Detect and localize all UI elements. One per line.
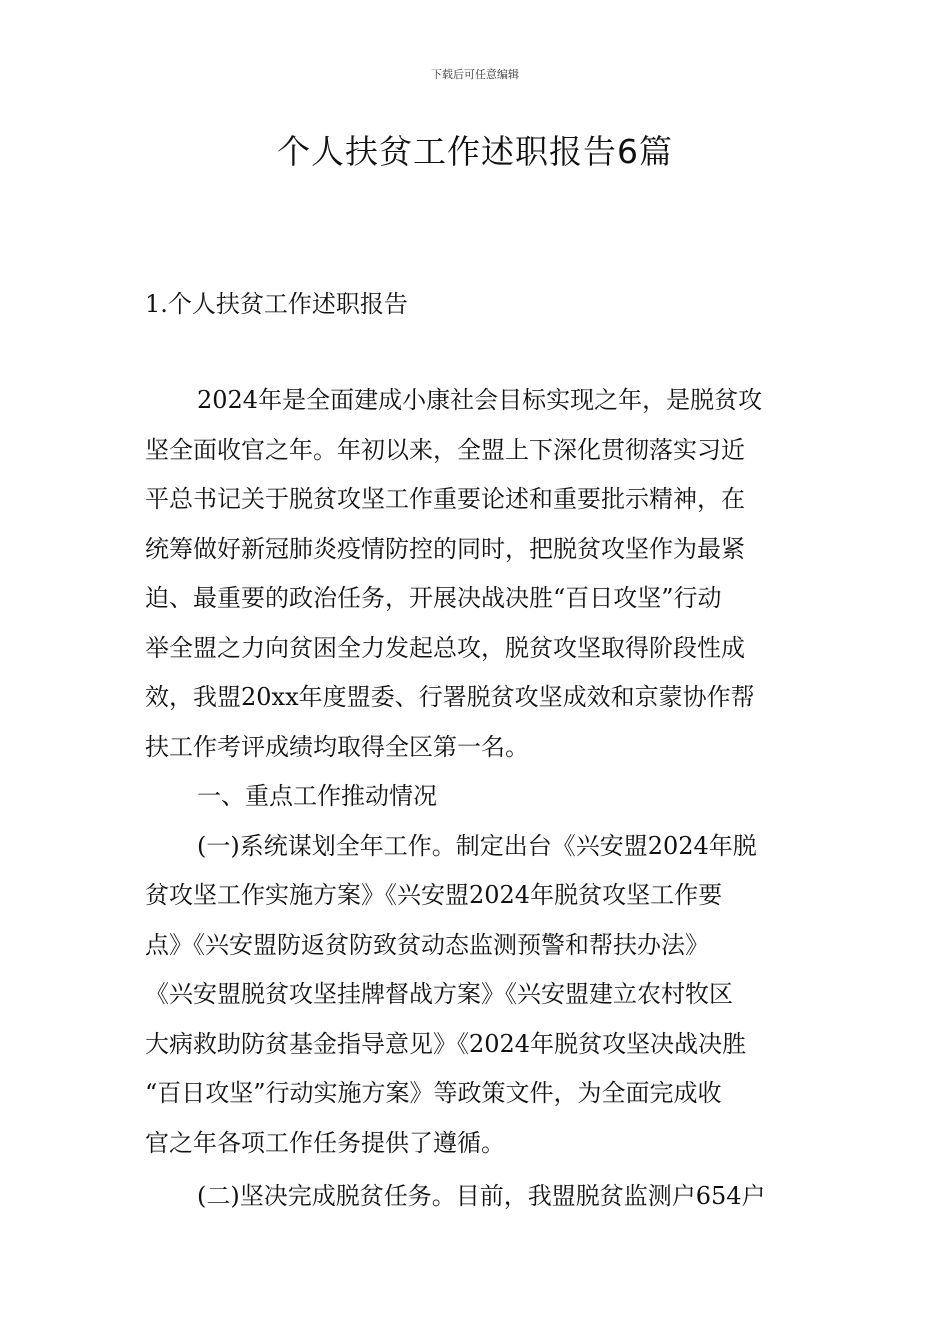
paragraph-line: “百日攻坚”行动实施方案》等政策文件，为全面完成收 <box>145 1079 722 1107</box>
paragraph-line: 2024年是全面建成小康社会目标实现之年，是脱贫攻 <box>197 386 763 414</box>
paragraph-line: 统筹做好新冠肺炎疫情防控的同时，把脱贫攻坚作为最紧 <box>145 534 745 563</box>
paragraph-line: 贫攻坚工作实施方案》《兴安盟2024年脱贫攻坚工作要 <box>145 881 723 909</box>
paragraph-line: 平总书记关于脱贫攻坚工作重要论述和重要批示精神，在 <box>145 485 745 513</box>
paragraph-line: 《兴安盟脱贫攻坚挂牌督战方案》《兴安盟建立农村牧区 <box>145 980 733 1008</box>
subheading-line: 一、重点工作推动情况 <box>197 782 437 810</box>
document-title: 个人扶贫工作述职报告6篇 <box>277 132 673 171</box>
paragraph-line: (二)坚决完成脱贫任务。目前，我盟脱贫监测户654户 <box>197 1182 766 1210</box>
paragraph-line: (一)系统谋划全年工作。制定出台《兴安盟2024年脱 <box>197 831 757 860</box>
paragraph-line: 官之年各项工作任务提供了遵循。 <box>145 1128 505 1157</box>
paragraph-line: 扶工作考评成绩均取得全区第一名。 <box>145 732 529 761</box>
paragraph-line: 效，我盟20xx年度盟委、行署脱贫攻坚成效和京蒙协作帮 <box>145 683 755 711</box>
header-note: 下载后可任意编辑 <box>431 68 519 81</box>
paragraph-line: 举全盟之力向贫困全力发起总攻，脱贫攻坚取得阶段性成 <box>145 633 745 662</box>
paragraph-line: 坚全面收官之年。年初以来，全盟上下深化贯彻落实习近 <box>145 435 745 464</box>
paragraph-line: 点》《兴安盟防返贫防致贫动态监测预警和帮扶办法》 <box>145 930 709 959</box>
paragraph-line: 大病救助防贫基金指导意见》《2024年脱贫攻坚决战决胜 <box>145 1029 747 1058</box>
section-heading: 1.个人扶贫工作述职报告 <box>145 290 408 318</box>
document-body <box>145 376 810 1222</box>
paragraph-line: 迫、最重要的政治任务，开展决战决胜“百日攻坚”行动 <box>145 584 722 612</box>
